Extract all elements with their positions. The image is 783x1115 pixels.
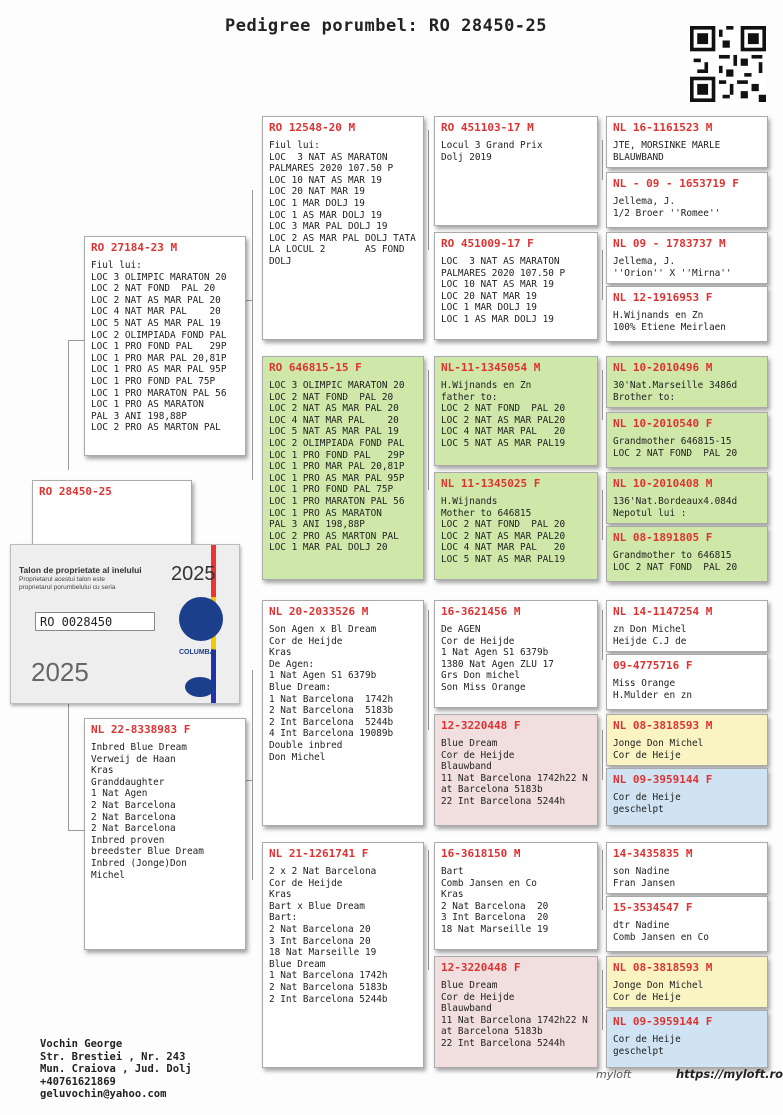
gen3-card-8 bbox=[434, 956, 598, 1068]
gen4-text-10: Miss Orange H.Mulder en zn bbox=[613, 678, 693, 701]
gen4-card-6 bbox=[606, 412, 768, 468]
gen4-text-14: dtr Nadine Comb Jansen en Co bbox=[613, 920, 709, 943]
gen4-text-4: H.Wijnands en Zn 100% Etiene Meirlaen bbox=[613, 310, 726, 333]
gen3-card-7 bbox=[434, 842, 598, 950]
sire-card bbox=[84, 236, 246, 456]
pigeon-icon bbox=[185, 677, 215, 697]
sire-ring: RO 27184-23 M bbox=[91, 241, 178, 254]
qr-code-icon bbox=[690, 26, 766, 102]
gen4-ring-6: NL 10-2010540 F bbox=[613, 417, 713, 430]
gen4-card-12 bbox=[606, 768, 768, 826]
gen4-text-8: Grandmother to 646815 LOC 2 NAT FOND PAL 20 bbox=[613, 550, 738, 573]
gen4-text-3: Jellema, J. ''Orion'' X ''Mirna'' bbox=[613, 256, 732, 279]
sticker-brand: COLUMBA bbox=[179, 649, 215, 656]
gen3-card-2 bbox=[434, 232, 598, 340]
gen4-text-6: Grandmother 646815-15 LOC 2 NAT FOND PAL 20 bbox=[613, 436, 738, 459]
gen4-ring-9: NL 14-1147254 M bbox=[613, 605, 713, 618]
sticker-subtext: Proprietarul acestui talon este proprietarul porumbelului cu seria bbox=[19, 576, 116, 591]
gen4-ring-11: NL 08-3818593 M bbox=[613, 719, 713, 732]
gen3-card-5 bbox=[434, 600, 598, 708]
sticker-header: Talon de proprietate al inelului bbox=[19, 565, 142, 575]
gen4-ring-10: 09-4775716 F bbox=[613, 659, 693, 672]
dam-dam-text: 2 x 2 Nat Barcelona Cor de Heijde Kras Bart x Blue Dream Bart: 2 Nat Barcelona 20 3 Int Barcelona 20 18 Nat Marseille 19 Blue Dream 1 Nat Barcelona 1742h 2 Nat Barcelona 5183b 2 Int Barcelona 5244b bbox=[269, 866, 388, 1005]
gen3-text-3: H.Wijnands en Zn father to: LOC 2 NAT FOND PAL 20 LOC 2 NAT AS MAR PAL20 LOC 4 NAT MAR PAL 20 LOC 5 NAT AS MAR PAL19 bbox=[441, 380, 566, 449]
gen4-text-12: Cor de Heije geschelpt bbox=[613, 792, 681, 815]
gen3-ring-6: 12-3220448 F bbox=[441, 719, 521, 732]
gen3-text-8: Blue Dream Cor de Heijde Blauwband 11 Nat Barcelona 1742h22 N at Barcelona 5183b 22 Int Barcelona 5244h bbox=[441, 980, 588, 1049]
gen4-text-7: 136'Nat.Bordeaux4.084d Nepotul lui : bbox=[613, 496, 738, 519]
myloft-logo: myloft bbox=[596, 1068, 632, 1081]
gen4-card-14 bbox=[606, 896, 768, 952]
gen3-ring-3: NL-11-1345054 M bbox=[441, 361, 541, 374]
gen4-ring-12: NL 09-3959144 F bbox=[613, 773, 713, 786]
subject-card bbox=[32, 480, 192, 550]
gen3-ring-7: 16-3618150 M bbox=[441, 847, 521, 860]
gen3-text-2: LOC 3 NAT AS MARATON PALMARES 2020 107.50 P LOC 10 NAT AS MAR 19 LOC 20 NAT MAR 19 LOC 1 MAR DOLJ 19 LOC 1 AS MAR DOLJ 19 bbox=[441, 256, 566, 325]
gen3-ring-4: NL 11-1345025 F bbox=[441, 477, 541, 490]
dam-sire-text: Son Agen x Bl Dream Cor de Heijde Kras De Agen: 1 Nat Agen S1 6379b Blue Dream: 1 Nat Barcelona 1742h 2 Nat Barcelona 5183b 2 Int Barcelona 5244b 4 Int Barcelona 19089b Double inbred Don Michel bbox=[269, 624, 394, 763]
gen4-ring-4: NL 12-1916953 F bbox=[613, 291, 713, 304]
sire-sire-card bbox=[262, 116, 424, 340]
gen4-ring-14: 15-3534547 F bbox=[613, 901, 693, 914]
dam-sire-card bbox=[262, 600, 424, 826]
gen4-card-13 bbox=[606, 842, 768, 894]
ring-ownership-sticker bbox=[10, 544, 240, 704]
owner-contact: Vochin George Str. Brestiei , Nr. 243 Mun. Craiova , Jud. Dolj +40761621869 geluvochin@yahoo.com bbox=[40, 1038, 192, 1100]
gen4-card-5 bbox=[606, 356, 768, 408]
sire-sire-ring: RO 12548-20 M bbox=[269, 121, 356, 134]
sticker-year-bottom: 2025 bbox=[31, 657, 89, 687]
gen4-ring-7: NL 10-2010408 M bbox=[613, 477, 713, 490]
gen4-card-8 bbox=[606, 526, 768, 582]
sticker-code: RO 0028450 bbox=[35, 612, 155, 631]
gen3-card-1 bbox=[434, 116, 598, 226]
gen3-ring-1: RO 451103-17 M bbox=[441, 121, 534, 134]
footer-url-link[interactable]: https://myloft.ro bbox=[676, 1067, 783, 1081]
sire-sire-text: Fiul lui: LOC 3 NAT AS MARATON PALMARES 2020 107.50 P LOC 10 NAT AS MAR 19 LOC 20 NAT MAR 19 LOC 1 MAR DOLJ 19 LOC 1 AS MAR DOLJ 19 LOC 3 MAR PAL DOLJ 19 LOC 2 AS MAR PAL DOLJ TATA LA LOCUL 2 AS FOND DOLJ bbox=[269, 140, 416, 267]
gen4-card-7 bbox=[606, 472, 768, 524]
dam-card bbox=[84, 718, 246, 950]
gen4-ring-16: NL 09-3959144 F bbox=[613, 1015, 713, 1028]
page-title: Pedigree porumbel: RO 28450-25 bbox=[224, 16, 548, 36]
gen3-text-5: De AGEN Cor de Heijde 1 Nat Agen S1 6379b 1380 Nat Agen ZLU 17 Grs Don michel Son Miss Orange bbox=[441, 624, 554, 693]
gen4-card-9 bbox=[606, 600, 768, 652]
gen4-ring-15: NL 08-3818593 M bbox=[613, 961, 713, 974]
dam-sire-ring: NL 20-2033526 M bbox=[269, 605, 369, 618]
gen3-text-7: Bart Comb Jansen en Co Kras 2 Nat Barcelona 20 3 Int Barcelona 20 18 Nat Marseille 19 bbox=[441, 866, 549, 935]
gen4-ring-1: NL 16-1161523 M bbox=[613, 121, 713, 134]
sire-dam-card bbox=[262, 356, 424, 580]
gen4-text-1: JTE, MORSINKE MARLE BLAUWBAND bbox=[613, 140, 721, 163]
gen4-text-13: son Nadine Fran Jansen bbox=[613, 866, 676, 889]
gen4-text-11: Jonge Don Michel Cor de Heije bbox=[613, 738, 704, 761]
gen4-ring-3: NL 09 - 1783737 M bbox=[613, 237, 726, 250]
gen4-text-15: Jonge Don Michel Cor de Heije bbox=[613, 980, 704, 1003]
gen4-card-16 bbox=[606, 1010, 768, 1068]
gen4-card-1 bbox=[606, 116, 768, 168]
sire-dam-ring: RO 646815-15 F bbox=[269, 361, 362, 374]
gen3-ring-8: 12-3220448 F bbox=[441, 961, 521, 974]
dam-dam-ring: NL 21-1261741 F bbox=[269, 847, 369, 860]
gen3-text-4: H.Wijnands Mother to 646815 LOC 2 NAT FOND PAL 20 LOC 2 NAT AS MAR PAL20 LOC 4 NAT MAR PAL 20 LOC 5 NAT AS MAR PAL19 bbox=[441, 496, 566, 565]
gen4-ring-13: 14-3435835 M bbox=[613, 847, 693, 860]
dam-ring: NL 22-8338983 F bbox=[91, 723, 191, 736]
gen4-card-11 bbox=[606, 714, 768, 766]
gen4-card-2 bbox=[606, 172, 768, 228]
gen4-card-10 bbox=[606, 654, 768, 710]
gen4-text-5: 30'Nat.Marseille 3486d Brother to: bbox=[613, 380, 738, 403]
gen3-text-1: Locul 3 Grand Prix Dolj 2019 bbox=[441, 140, 543, 163]
dam-text: Inbred Blue Dream Verweij de Haan Kras Granddaughter 1 Nat Agen 2 Nat Barcelona 2 Nat Barcelona 2 Nat Barcelona Inbred proven breedster Blue Dream Inbred (Jonge)Don Michel bbox=[91, 742, 204, 881]
subject-ring: RO 28450-25 bbox=[39, 485, 112, 498]
gen4-card-15 bbox=[606, 956, 768, 1008]
dam-dam-card bbox=[262, 842, 424, 1068]
gen4-text-16: Cor de Heije geschelpt bbox=[613, 1034, 681, 1057]
sire-dam-text: LOC 3 OLIMPIC MARATON 20 LOC 2 NAT FOND PAL 20 LOC 2 NAT AS MAR PAL 20 LOC 4 NAT MAR PAL 20 LOC 5 NAT AS MAR PAL 19 LOC 2 OLIMPIADA FOND PAL LOC 1 PRO FOND PAL 29P LOC 1 PRO MAR PAL 20,81P LOC 1 PRO AS MAR PAL 95P LOC 1 PRO FOND PAL 75P LOC 1 PRO MARATON PAL 56 LOC 1 PRO AS MARATON PAL 3 ANI 198,88P LOC 2 PRO AS MARTON PAL LOC 1 MAR PAL DOLJ 20 bbox=[269, 380, 405, 554]
sticker-year-top: 2025 bbox=[171, 563, 216, 585]
gen3-card-3 bbox=[434, 356, 598, 466]
gen4-ring-5: NL 10-2010496 M bbox=[613, 361, 713, 374]
gen4-text-2: Jellema, J. 1/2 Broer ''Romee'' bbox=[613, 196, 721, 219]
gen4-ring-2: NL - 09 - 1653719 F bbox=[613, 177, 739, 190]
sire-text: Fiul lui: LOC 3 OLIMPIC MARATON 20 LOC 2 NAT FOND PAL 20 LOC 2 NAT AS MAR PAL 20 LOC 4 NAT MAR PAL 20 LOC 5 NAT AS MAR PAL 19 LOC 2 OLIMPIADA FOND PAL LOC 1 PRO FOND PAL 29P LOC 1 PRO MAR PAL 20,81P LOC 1 PRO AS MAR PAL 95P LOC 1 PRO FOND PAL 75P LOC 1 PRO MARATON PAL 56 LOC 1 PRO AS MARATON PAL 3 ANI 198,88P LOC 2 PRO AS MARTON PAL bbox=[91, 260, 227, 434]
gen3-card-4 bbox=[434, 472, 598, 580]
gen3-ring-5: 16-3621456 M bbox=[441, 605, 521, 618]
gen4-ring-8: NL 08-1891805 F bbox=[613, 531, 713, 544]
gen4-card-4 bbox=[606, 286, 768, 342]
gen4-text-9: zn Don Michel Heijde C.J de bbox=[613, 624, 687, 647]
gen3-card-6 bbox=[434, 714, 598, 826]
gen4-card-3 bbox=[606, 232, 768, 284]
gen3-text-6: Blue Dream Cor de Heijde Blauwband 11 Nat Barcelona 1742h22 N at Barcelona 5183b 22 Int Barcelona 5244h bbox=[441, 738, 588, 807]
columba-emblem-icon bbox=[179, 597, 223, 641]
gen3-ring-2: RO 451009-17 F bbox=[441, 237, 534, 250]
